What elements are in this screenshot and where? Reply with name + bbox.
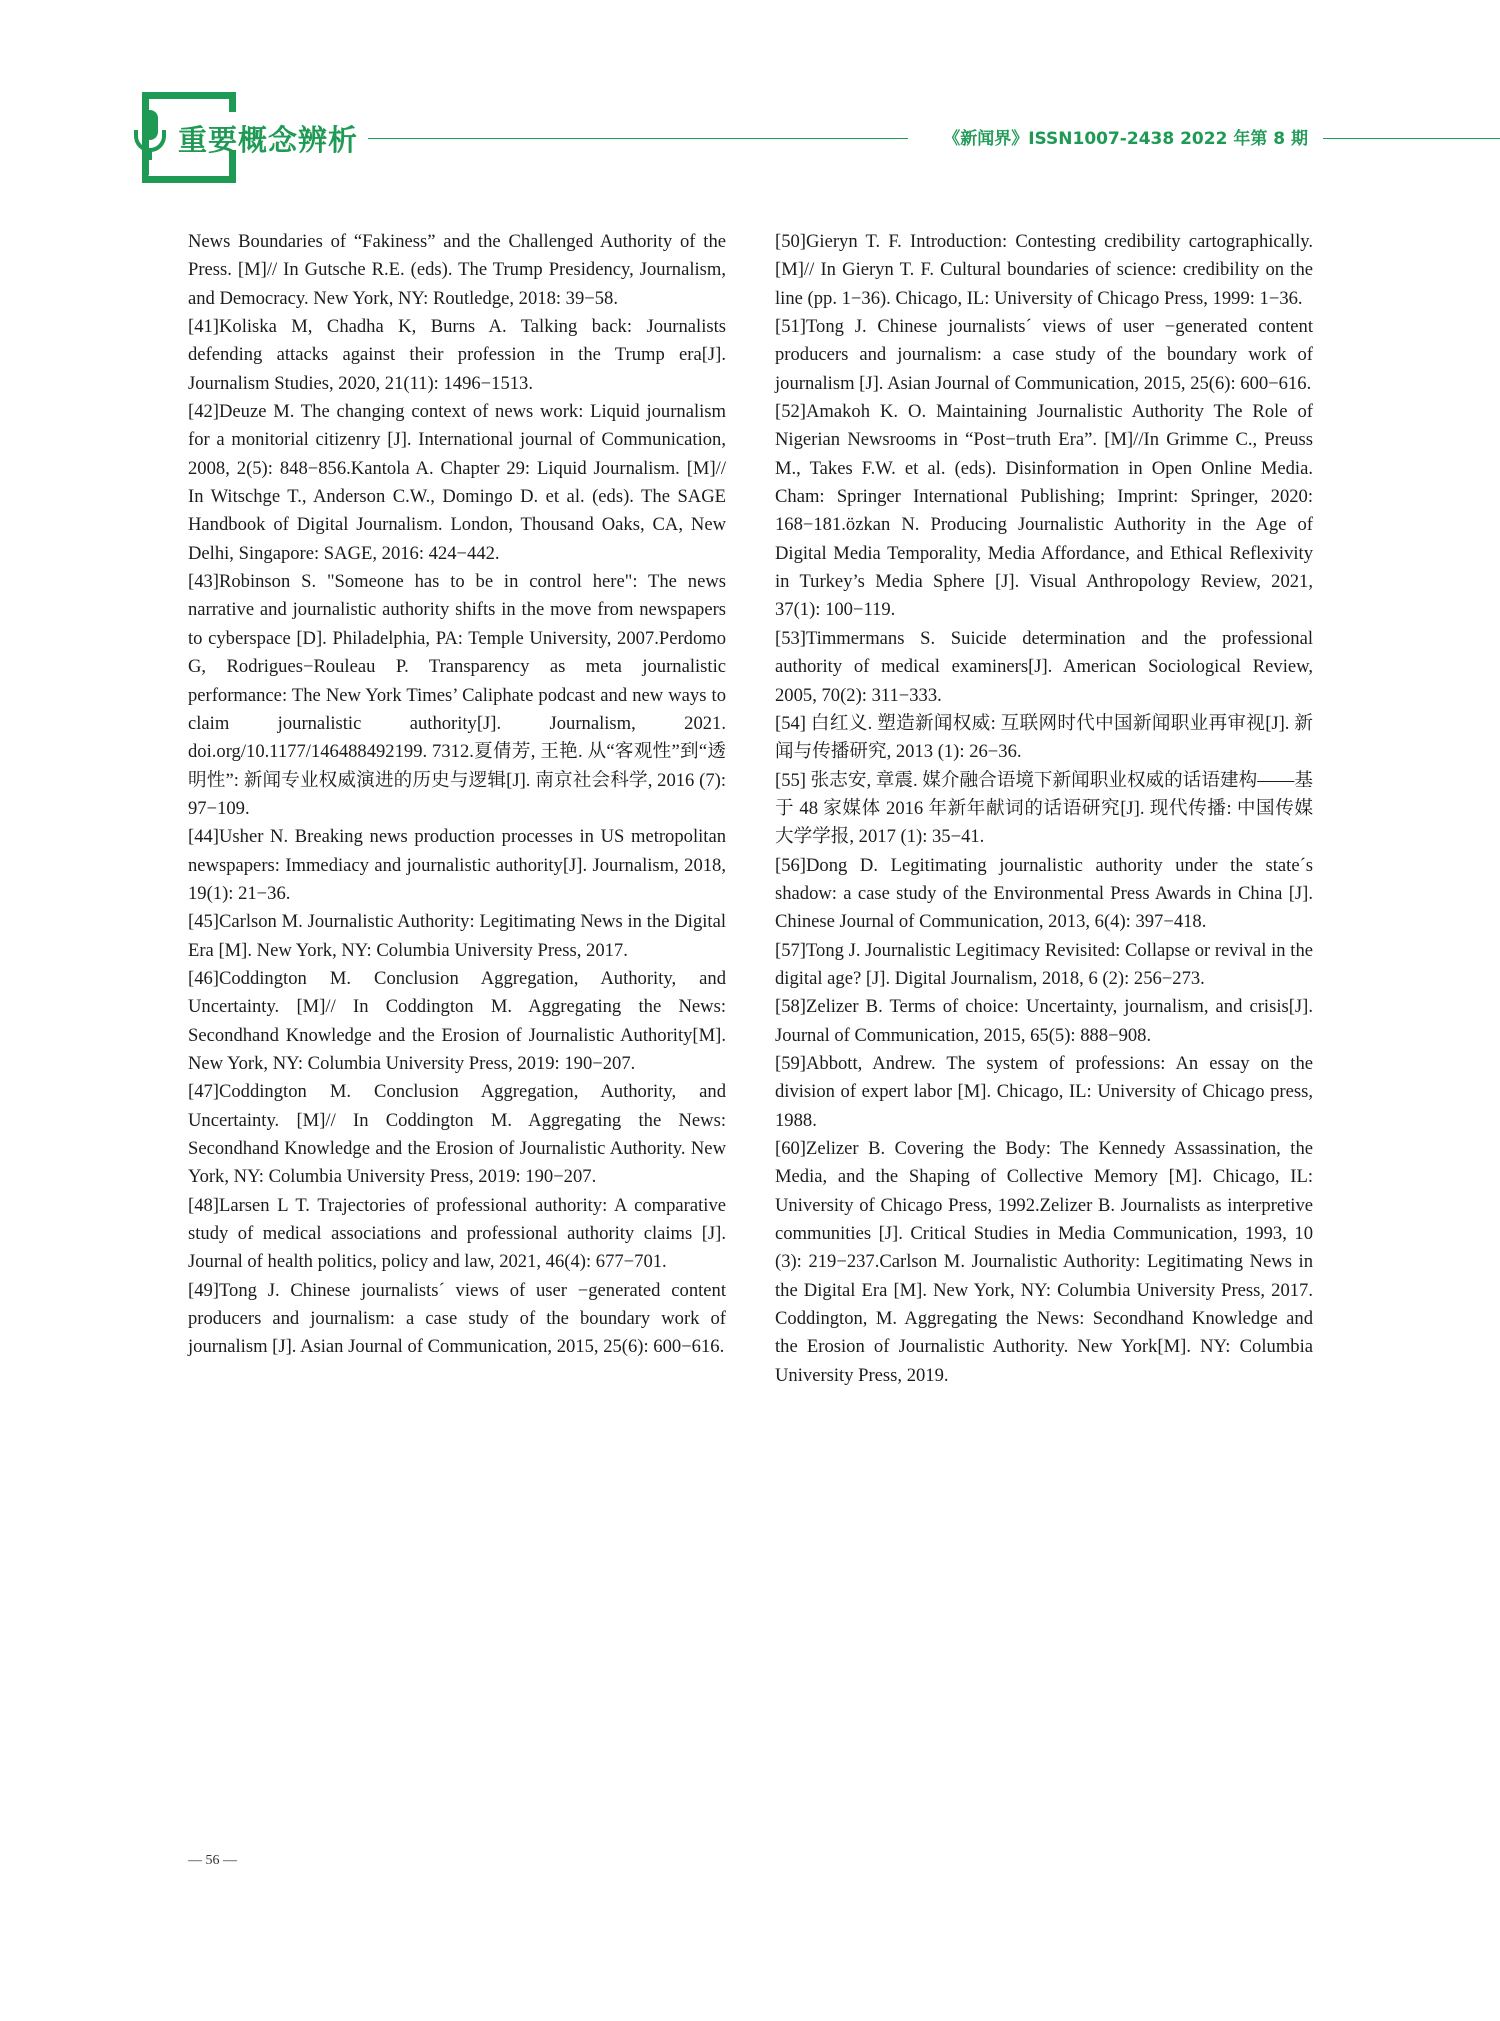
reference-entry: [48]Larsen L T. Trajectories of professional authority: A comparative study of medical associations and professional authority claims [J]. Journal of health politics, policy and law, 2021, 46(4): 677−701. bbox=[188, 1194, 726, 1273]
references-left-column bbox=[188, 228, 726, 1362]
reference-entry: [59]Abbott, Andrew. The system of professions: An essay on the division of expert labor [M]. Chicago, IL: University of Chicago press, 1988. bbox=[775, 1052, 1313, 1131]
header-logo-frame-bottom bbox=[142, 176, 236, 183]
reference-entry: [57]Tong J. Journalistic Legitimacy Revisited: Collapse or revival in the digital age? [J]. Digital Journalism, 2018, 6 (2): 256−273. bbox=[775, 939, 1313, 989]
page-number: — 56 — bbox=[188, 1853, 237, 1868]
reference-entry: [60]Zelizer B. Covering the Body: The Kennedy Assassination, the Media, and the Shaping of Collective Memory [M]. Chicago, IL: University of Chicago Press, 1992.Zelizer B. Journalists as interpretive communities [J]. Critical Studies in Media Communication, 1993, 10 (3): 219−237.Carlson M. Journalistic Authority: Legitimating News in the Digital Era [M]. New York, NY: Columbia University Press, 2017. Coddington, M. Aggregating the News: Secondhand Knowledge and the Erosion of Journalistic Authority. New York[M]. NY: Columbia University Press, 2019. bbox=[775, 1138, 1313, 1386]
reference-entry: [42]Deuze M. The changing context of news work: Liquid journalism for a monitorial citizenry [J]. International journal of Communication, 2008, 2(5): 848−856.Kantola A. Chapter 29: Liquid Journalism. [M]// In Witschge T., Anderson C.W., Domingo D. et al. (eds). The SAGE Handbook of Digital Journalism. London, Thousand Oaks, CA, New Delhi, Singapore: SAGE, 2016: 424−442. bbox=[188, 401, 726, 564]
reference-entry: [47]Coddington M. Conclusion Aggregation, Authority, and Uncertainty. [M]// In Coddington M. Aggregating the News: Secondhand Knowledge and the Erosion of Journalistic Authority. New York, NY: Columbia University Press, 2019: 190−207. bbox=[188, 1081, 726, 1188]
references-right-column bbox=[775, 228, 1313, 1390]
reference-entry: [56]Dong D. Legitimating journalistic authority under the state´s shadow: a case study of the Environmental Press Awards in China [J]. Chinese Journal of Communication, 2013, 6(4): 397−418. bbox=[775, 854, 1313, 933]
reference-entry: [46]Coddington M. Conclusion Aggregation, Authority, and Uncertainty. [M]// In Coddington M. Aggregating the News: Secondhand Knowledge and the Erosion of Journalistic Authority[M]. New York, NY: Columbia University Press, 2019: 190−207. bbox=[188, 967, 726, 1074]
reference-entry: [45]Carlson M. Journalistic Authority: Legitimating News in the Digital Era [M]. New York, NY: Columbia University Press, 2017. bbox=[188, 911, 726, 961]
reference-entry: [43]Robinson S. "Someone has to be in control here": The news narrative and journalistic authority shifts in the move from newspapers to cyberspace [D]. Philadelphia, PA: Temple University, 2007.Perdomo G, Rodrigues−Rouleau P. Transparency as meta journalistic performance: The New York Times’ Caliphate podcast and new ways to claim journalistic authority[J]. Journalism, 2021. doi.org/10.1177/146488492199. 7312.夏倩芳, 王艳. 从“客观性”到“透明性”: 新闻专业权威演进的历史与逻辑[J]. 南京社会科学, 2016 (7): 97−109. bbox=[188, 571, 726, 819]
reference-entry: [50]Gieryn T. F. Introduction: Contesting credibility cartographically. [M]// In Gieryn T. F. Cultural boundaries of science: credibility on the line (pp. 1−36). Chicago, IL: University of Chicago Press, 1999: 1−36. bbox=[775, 231, 1313, 309]
reference-entry: [54] 白红义. 塑造新闻权威: 互联网时代中国新闻职业再审视[J]. 新闻与传播研究, 2013 (1): 26−36. bbox=[775, 712, 1313, 763]
reference-entry: [49]Tong J. Chinese journalists´ views of user −generated content producers and journalism: a case study of the boundary work of journalism [J]. Asian Journal of Communication, 2015, 25(6): 600−616. bbox=[188, 1279, 726, 1358]
microphone-icon bbox=[132, 106, 172, 164]
reference-entry: [58]Zelizer B. Terms of choice: Uncertainty, journalism, and crisis[J]. Journal of Communication, 2015, 65(5): 888−908. bbox=[775, 996, 1313, 1046]
reference-entry: [52]Amakoh K. O. Maintaining Journalistic Authority The Role of Nigerian Newsrooms in “Post−truth Era”. [M]//In Grimme C., Preuss M., Takes F.W. et al. (eds). Disinformation in Open Online Media. Cham: Springer International Publishing; Imprint: Springer, 2020: 168−181.özkan N. Producing Journalistic Authority in the Age of Digital Media Temporality, Media Affordance, and Ethical Reflexivity in Turkey’s Media Sphere [J]. Visual Anthropology Review, 2021, 37(1): 100−119. bbox=[775, 401, 1313, 621]
section-title: 重要概念辨析 bbox=[178, 123, 359, 157]
header-rule-right bbox=[1323, 138, 1500, 139]
reference-entry: [44]Usher N. Breaking news production processes in US metropolitan newspapers: Immediacy and journalistic authority[J]. Journalism, 2018, 19(1): 21−36. bbox=[188, 826, 726, 904]
reference-entry: [51]Tong J. Chinese journalists´ views of user −generated content producers and journalism: a case study of the boundary work of journalism [J]. Asian Journal of Communication, 2015, 25(6): 600−616. bbox=[775, 316, 1313, 394]
reference-entry: [55] 张志安, 章震. 媒介融合语境下新闻职业权威的话语建构——基于 48 家媒体 2016 年新年献词的话语研究[J]. 现代传播: 中国传媒大学学报, 2017 (1): 35−41. bbox=[775, 769, 1313, 848]
reference-entry: [53]Timmermans S. Suicide determination and the professional authority of medical examiners[J]. American Sociological Review, 2005, 70(2): 311−333. bbox=[775, 627, 1313, 706]
journal-info: 《新闻界》ISSN1007-2438 2022 年第 8 期 bbox=[943, 129, 1308, 149]
reference-entry: News Boundaries of “Fakiness” and the Challenged Authority of the Press. [M]// In Gutsche R.E. (eds). The Trump Presidency, Journalism, and Democracy. New York, NY: Routledge, 2018: 39−58. bbox=[188, 231, 726, 309]
header-logo-frame-right-top bbox=[229, 92, 236, 112]
header-rule-left bbox=[368, 138, 908, 139]
reference-entry: [41]Koliska M, Chadha K, Burns A. Talking back: Journalists defending attacks against their profession in the Trump era[J]. Journalism Studies, 2020, 21(11): 1496−1513. bbox=[188, 316, 726, 394]
